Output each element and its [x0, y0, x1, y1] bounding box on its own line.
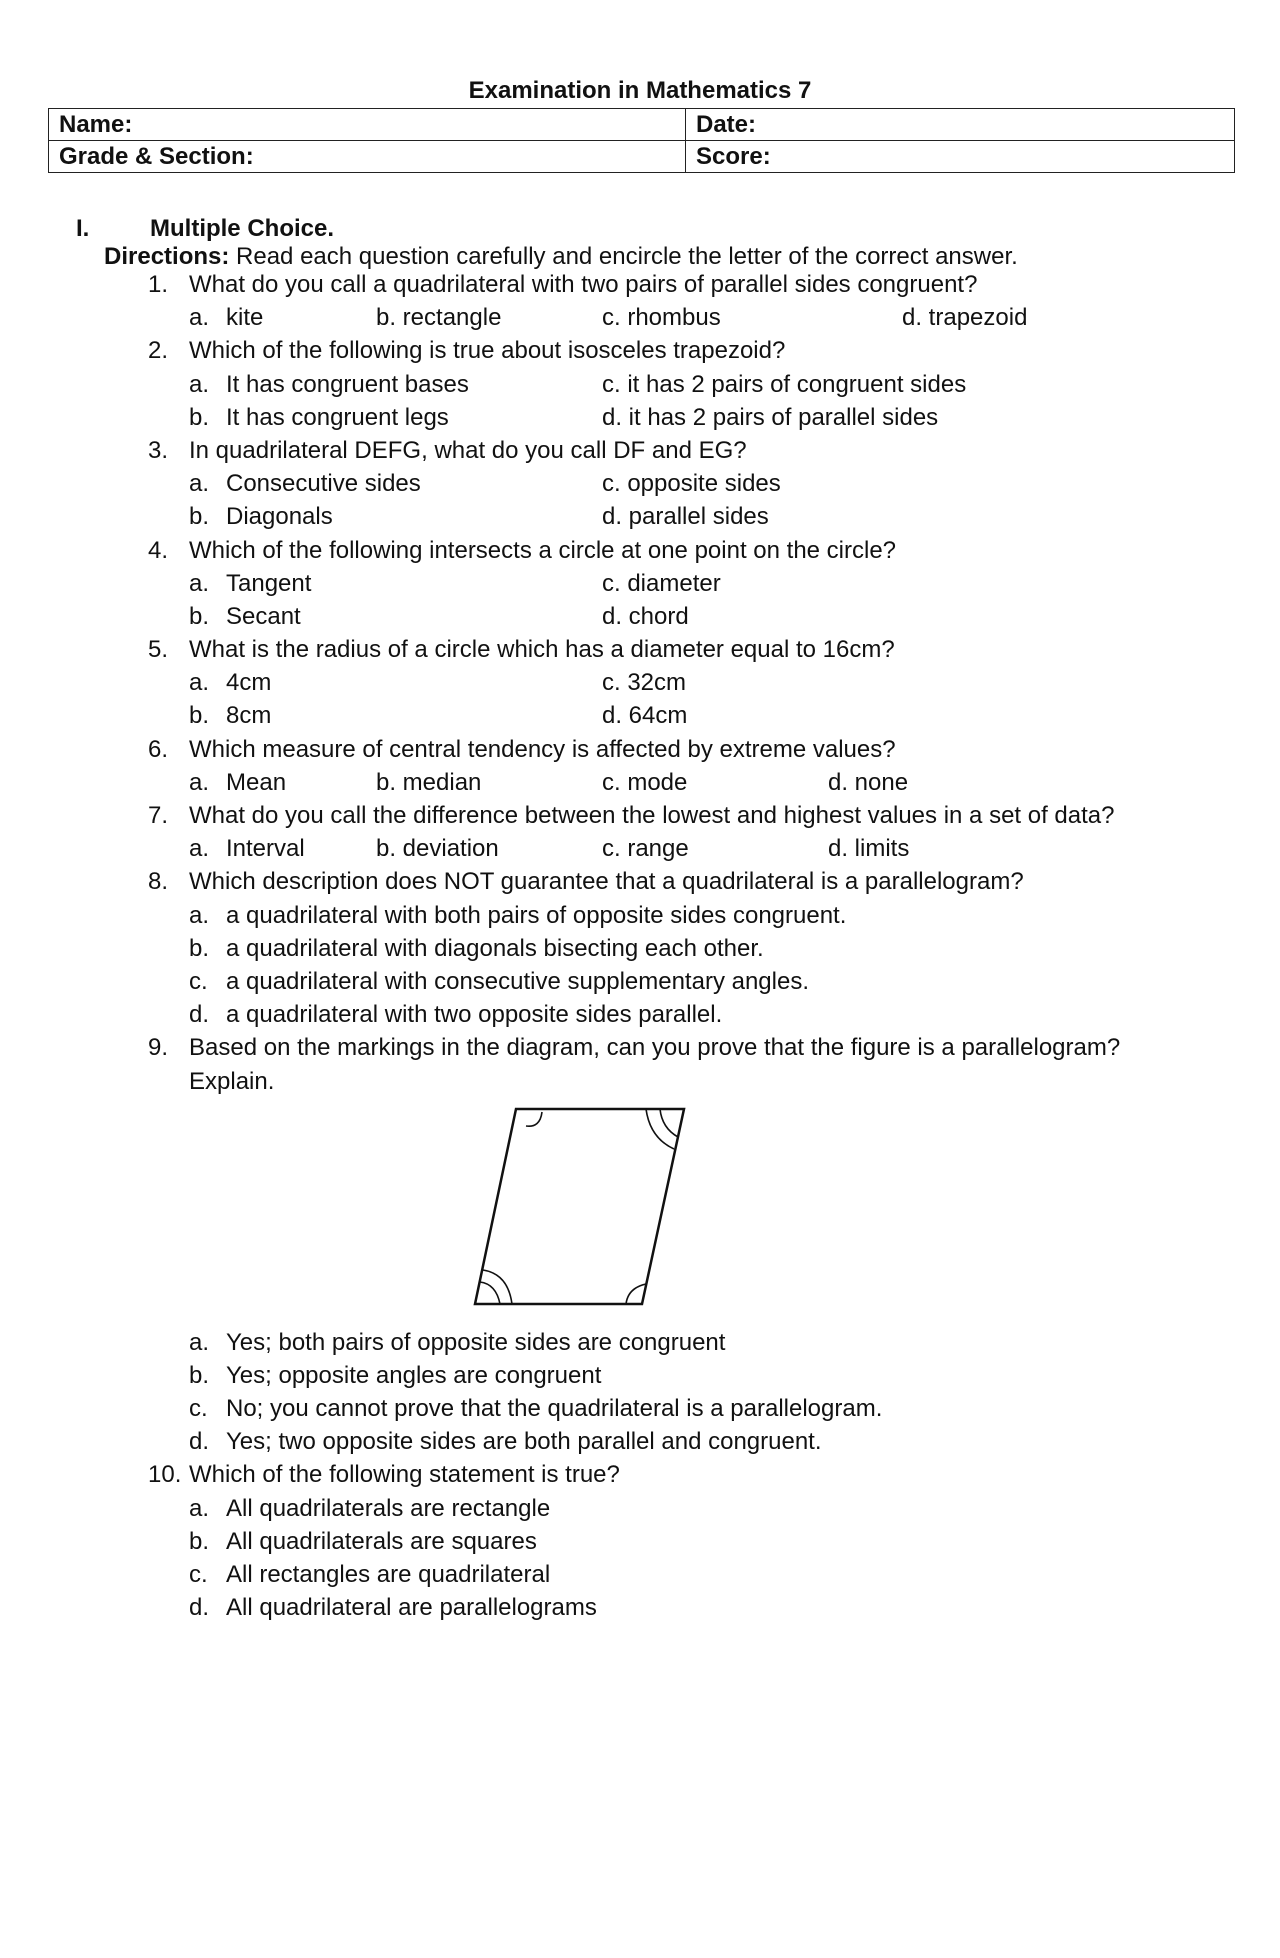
option-b[interactable] — [0, 932, 1280, 965]
option-b[interactable] — [0, 1359, 1280, 1392]
angle-mark-top-left — [526, 1112, 542, 1126]
options-row — [0, 301, 1280, 334]
options-row — [0, 368, 1280, 401]
option-text: a quadrilateral with both pairs of opposite sides congruent. — [226, 901, 847, 929]
angle-mark-bottom-left-outer — [483, 1270, 512, 1304]
parallelogram-figure — [470, 1104, 710, 1314]
question-list — [0, 268, 1280, 1624]
angle-mark-bottom-left-inner — [480, 1282, 500, 1304]
options-row — [0, 699, 1280, 732]
question-text: What is the radius of a circle which has a diameter equal to 16cm? — [189, 636, 895, 664]
option-letter[interactable]: a. — [189, 835, 210, 863]
option-d[interactable]: d. it has 2 pairs of parallel sides — [602, 403, 939, 431]
question-text: Based on the markings in the diagram, can you prove that the figure is a parallelogram? — [189, 1034, 1121, 1062]
option-letter: b. — [189, 1527, 210, 1555]
option-text[interactable]: Secant — [226, 602, 301, 630]
exam-title: Examination in Mathematics 7 — [468, 77, 812, 104]
directions-text: Read each question carefully and encircle the letter of the correct answer. — [229, 243, 1018, 270]
name-field[interactable]: Name: — [49, 109, 686, 141]
option-d[interactable]: d. chord — [602, 602, 689, 630]
option-letter[interactable]: a. — [189, 304, 210, 332]
option-text[interactable]: 8cm — [226, 702, 272, 730]
question-number: 8. — [148, 868, 169, 896]
options-row — [0, 401, 1280, 434]
option-text: a quadrilateral with consecutive supplementary angles. — [226, 967, 809, 995]
section-number: I. — [76, 215, 90, 242]
option-letter[interactable]: a. — [189, 370, 210, 398]
question-number: 3. — [148, 436, 169, 464]
parallelogram-shape — [475, 1109, 684, 1304]
question-text: Which description does NOT guarantee that a quadrilateral is a parallelogram? — [189, 868, 1024, 896]
option-text[interactable]: It has congruent legs — [226, 403, 449, 431]
option-text: Yes; two opposite sides are both parallel and congruent. — [226, 1428, 822, 1456]
option-a[interactable] — [0, 1492, 1280, 1525]
option-letter: b. — [189, 1361, 210, 1389]
option-text[interactable]: Tangent — [226, 569, 312, 597]
option-c[interactable]: c. 32cm — [602, 669, 687, 697]
option-d[interactable] — [0, 1425, 1280, 1458]
option-letter: c. — [189, 1395, 208, 1423]
option-letter: d. — [189, 1001, 210, 1029]
question-text: In quadrilateral DEFG, what do you call DF and EG? — [189, 436, 747, 464]
option-text: No; you cannot prove that the quadrilateral is a parallelogram. — [226, 1395, 883, 1423]
option-b[interactable]: b. median — [376, 768, 482, 796]
option-letter: a. — [189, 901, 210, 929]
option-letter[interactable]: a. — [189, 768, 210, 796]
question-2 — [0, 334, 1280, 367]
option-a[interactable] — [0, 1326, 1280, 1359]
question-text-continued: Explain. — [189, 1067, 275, 1095]
option-d[interactable]: d. parallel sides — [602, 503, 769, 531]
student-info-table — [48, 108, 1235, 173]
option-c[interactable]: c. opposite sides — [602, 470, 781, 498]
question-6 — [0, 733, 1280, 766]
question-number: 2. — [148, 337, 169, 365]
option-letter: c. — [189, 1561, 208, 1588]
question-text: Which of the following intersects a circle at one point on the circle? — [189, 536, 897, 564]
options-row — [0, 567, 1280, 600]
options-row — [0, 666, 1280, 699]
option-c[interactable] — [0, 965, 1280, 998]
option-text: All quadrilaterals are squares — [226, 1527, 537, 1555]
option-c[interactable]: c. rhombus — [602, 304, 721, 332]
option-text: Yes; opposite angles are congruent — [226, 1361, 602, 1389]
option-d[interactable]: d. 64cm — [602, 702, 688, 730]
option-letter: c. — [189, 967, 208, 995]
directions-label: Directions: — [104, 243, 230, 270]
option-d[interactable] — [0, 998, 1280, 1031]
question-text: Which of the following statement is true? — [189, 1461, 620, 1489]
date-field[interactable]: Date: — [686, 109, 1235, 141]
option-letter[interactable]: a. — [189, 669, 210, 697]
option-d[interactable]: d. none — [828, 768, 909, 796]
option-c[interactable]: c. it has 2 pairs of congruent sides — [602, 370, 967, 398]
option-b[interactable]: b. rectangle — [376, 304, 502, 332]
option-text: All rectangles are quadrilateral — [226, 1561, 551, 1588]
grade-section-field[interactable]: Grade & Section: — [49, 141, 686, 173]
options-row — [0, 500, 1280, 533]
score-field[interactable]: Score: — [686, 141, 1235, 173]
question-continuation — [0, 1065, 1280, 1098]
option-text: Yes; both pairs of opposite sides are congruent — [226, 1328, 726, 1356]
question-4 — [0, 534, 1280, 567]
option-text[interactable]: It has congruent bases — [226, 370, 469, 398]
option-c[interactable]: c. diameter — [602, 569, 721, 597]
option-letter: d. — [189, 1594, 210, 1622]
option-d[interactable] — [0, 1591, 1280, 1624]
option-d[interactable]: d. trapezoid — [902, 304, 1028, 332]
options-row — [0, 766, 1280, 799]
option-letter[interactable]: b. — [189, 702, 210, 730]
option-letter[interactable]: b. — [189, 503, 210, 531]
option-text[interactable]: Consecutive sides — [226, 470, 421, 498]
option-b[interactable] — [0, 1525, 1280, 1558]
question-number: 7. — [148, 802, 169, 829]
option-text: a quadrilateral with two opposite sides parallel. — [226, 1001, 723, 1029]
section-heading — [76, 214, 334, 244]
question-number: 6. — [148, 735, 169, 763]
option-text: All quadrilaterals are rectangle — [226, 1494, 551, 1522]
option-text[interactable]: 4cm — [226, 669, 272, 697]
question-8 — [0, 865, 1280, 898]
question-text: What do you call the difference between the lowest and highest values in a set of data? — [189, 802, 1115, 829]
option-text[interactable]: Diagonals — [226, 503, 333, 531]
section-title: Multiple Choice. — [150, 215, 335, 242]
question-10 — [0, 1458, 1280, 1491]
option-d[interactable]: d. limits — [828, 835, 910, 863]
parallelogram-diagram — [0, 1098, 1280, 1326]
options-row — [0, 467, 1280, 500]
option-letter: a. — [189, 1494, 210, 1522]
option-text[interactable]: Mean — [226, 768, 287, 796]
question-text: Which measure of central tendency is affected by extreme values? — [189, 735, 896, 763]
question-text: Which of the following is true about isosceles trapezoid? — [189, 337, 786, 365]
option-c[interactable]: c. mode — [602, 768, 688, 796]
question-3 — [0, 434, 1280, 467]
options-row — [0, 832, 1280, 865]
option-letter[interactable]: b. — [189, 602, 210, 630]
option-letter: b. — [189, 934, 210, 962]
question-text: What do you call a quadrilateral with two pairs of parallel sides congruent? — [189, 271, 978, 298]
question-1 — [0, 268, 1280, 301]
option-letter[interactable]: a. — [189, 470, 210, 498]
option-letter[interactable]: b. — [189, 403, 210, 431]
question-7 — [0, 799, 1280, 832]
option-c[interactable] — [0, 1558, 1280, 1591]
option-text: All quadrilateral are parallelograms — [226, 1594, 597, 1622]
option-letter: a. — [189, 1328, 210, 1356]
option-b[interactable]: b. deviation — [376, 835, 499, 863]
question-5 — [0, 633, 1280, 666]
option-letter[interactable]: a. — [189, 569, 210, 597]
option-text[interactable]: kite — [226, 304, 264, 332]
question-9 — [0, 1031, 1280, 1064]
option-c[interactable] — [0, 1392, 1280, 1425]
question-number: 10. — [148, 1461, 182, 1489]
question-number: 4. — [148, 536, 169, 564]
angle-mark-top-right-inner — [660, 1109, 678, 1137]
angle-mark-top-right-outer — [646, 1109, 674, 1149]
options-row — [0, 600, 1280, 633]
question-number: 9. — [148, 1034, 169, 1062]
question-number: 1. — [148, 271, 169, 298]
option-text[interactable]: Interval — [226, 835, 305, 863]
option-text: a quadrilateral with diagonals bisecting each other. — [226, 934, 764, 962]
option-a[interactable] — [0, 899, 1280, 932]
question-number: 5. — [148, 636, 169, 664]
option-c[interactable]: c. range — [602, 835, 689, 863]
option-letter: d. — [189, 1428, 210, 1456]
